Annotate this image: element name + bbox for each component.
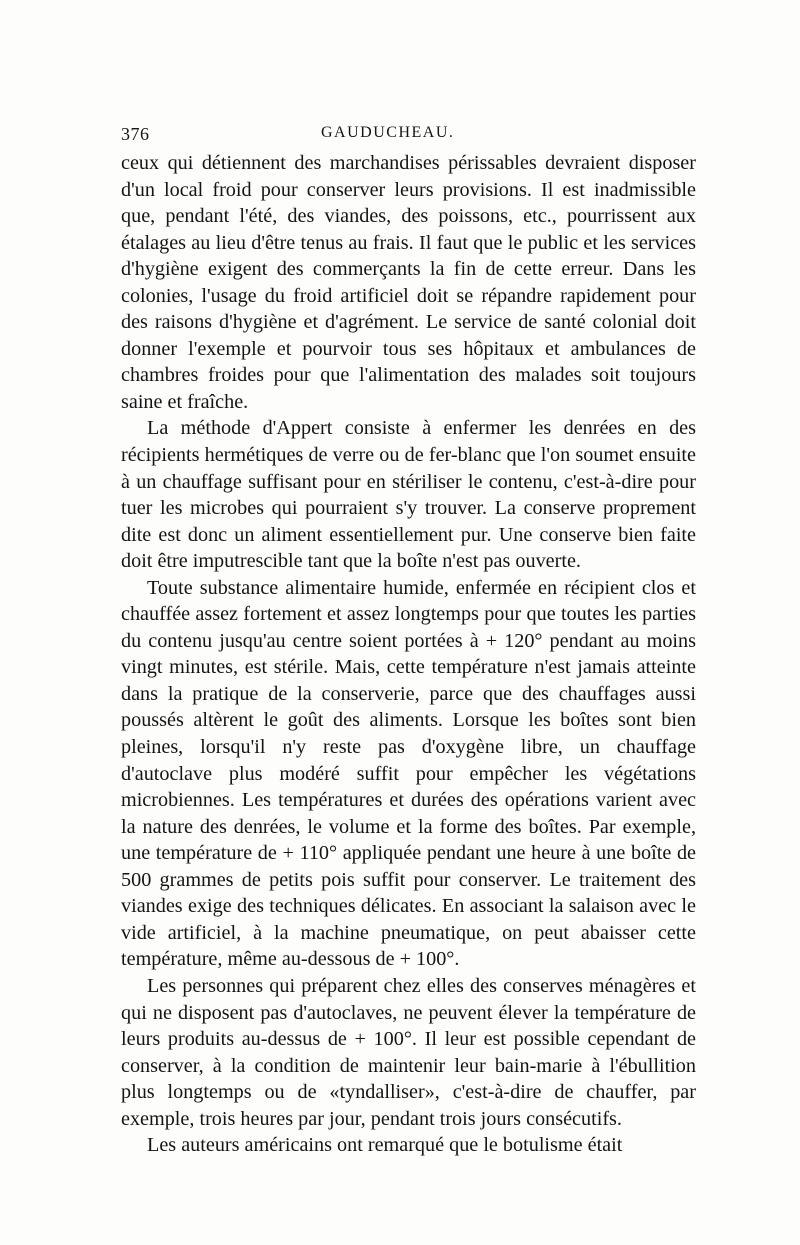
paragraph-appert-method: La méthode d'Appert consiste à enfermer les denrées en des récipients hermétiques de verre ou de fer-blanc que l'on soumet ensuite à un chauffage suffisant pour en stériliser le contenu, c'est-à-dire pour tuer les microbes qui pourraient s'y trouver. La conserve proprement dite est donc un aliment essentiellement pur. Une conserve bien faite doit être imputrescible tant que la boîte n'est pas ouverte. (121, 417, 696, 573)
page-header (121, 124, 696, 150)
paragraph-home-preserves: Les personnes qui préparent chez elles des conserves ménagères et qui ne disposent pas d'autoclaves, ne peuvent élever la température de leurs produits au-dessus de + 100°. Il leur est possible cependant de conserver, à la condition de maintenir leur bain-marie à l'ébullition plus longtemps ou de «tyndalliser», c'est-à-dire de chauffer, par exemple, trois heures par jour, pendant trois jours consécutifs. (121, 974, 696, 1130)
page-number: 376 (121, 124, 150, 144)
running-head: GAUDUCHEAU. (321, 124, 455, 141)
paragraph-sterilization: Toute substance alimentaire humide, enfermée en récipient clos et chauffée assez fortement et assez longtemps pour que toutes les parties du contenu jusqu'au centre soient portées à + 120° pendant au moins vingt minutes, est stérile. Mais, cette température n'est jamais atteinte dans la pratique de la conserverie, parce que des chauffages aussi poussés altèrent le goût des aliments. Lorsque les boîtes sont bien pleines, lorsqu'il n'y reste pas d'oxygène libre, un chauffage d'autoclave plus modéré suffit pour empêcher les végétations microbiennes. Les températures et durées des opérations varient avec la nature des denrées, le volume et la forme des boîtes. Par exemple, une température de + 110° appliquée pendant une heure à une boîte de 500 grammes de petits pois suffit pour conserver. Le traitement des viandes exige des techniques délicates. En associant la salaison avec le vide artificiel, à la machine pneumatique, on peut abaisser cette température, même au-dessous de + 100°. (121, 576, 696, 971)
body-text (121, 150, 696, 1159)
paragraph-botulism: Les auteurs américains ont remarqué que le botulisme était (147, 1134, 623, 1157)
paragraph-continuation: ceux qui détiennent des marchandises périssables devraient disposer d'un local froid pour conserver leurs provisions. Il est inadmissible que, pendant l'été, des viandes, des poissons, etc., pourrissent aux étalages au lieu d'être tenus au frais. Il faut que le public et les services d'hygiène exigent des commerçants la fin de cette erreur. Dans les colonies, l'usage du froid artificiel doit se répandre rapidement pour des raisons d'hygiène et d'agrément. Le service de santé colonial doit donner l'exemple et pourvoir tous ses hôpitaux et ambulances de chambres froides pour que l'alimentation des malades soit toujours saine et fraîche. (121, 152, 696, 413)
